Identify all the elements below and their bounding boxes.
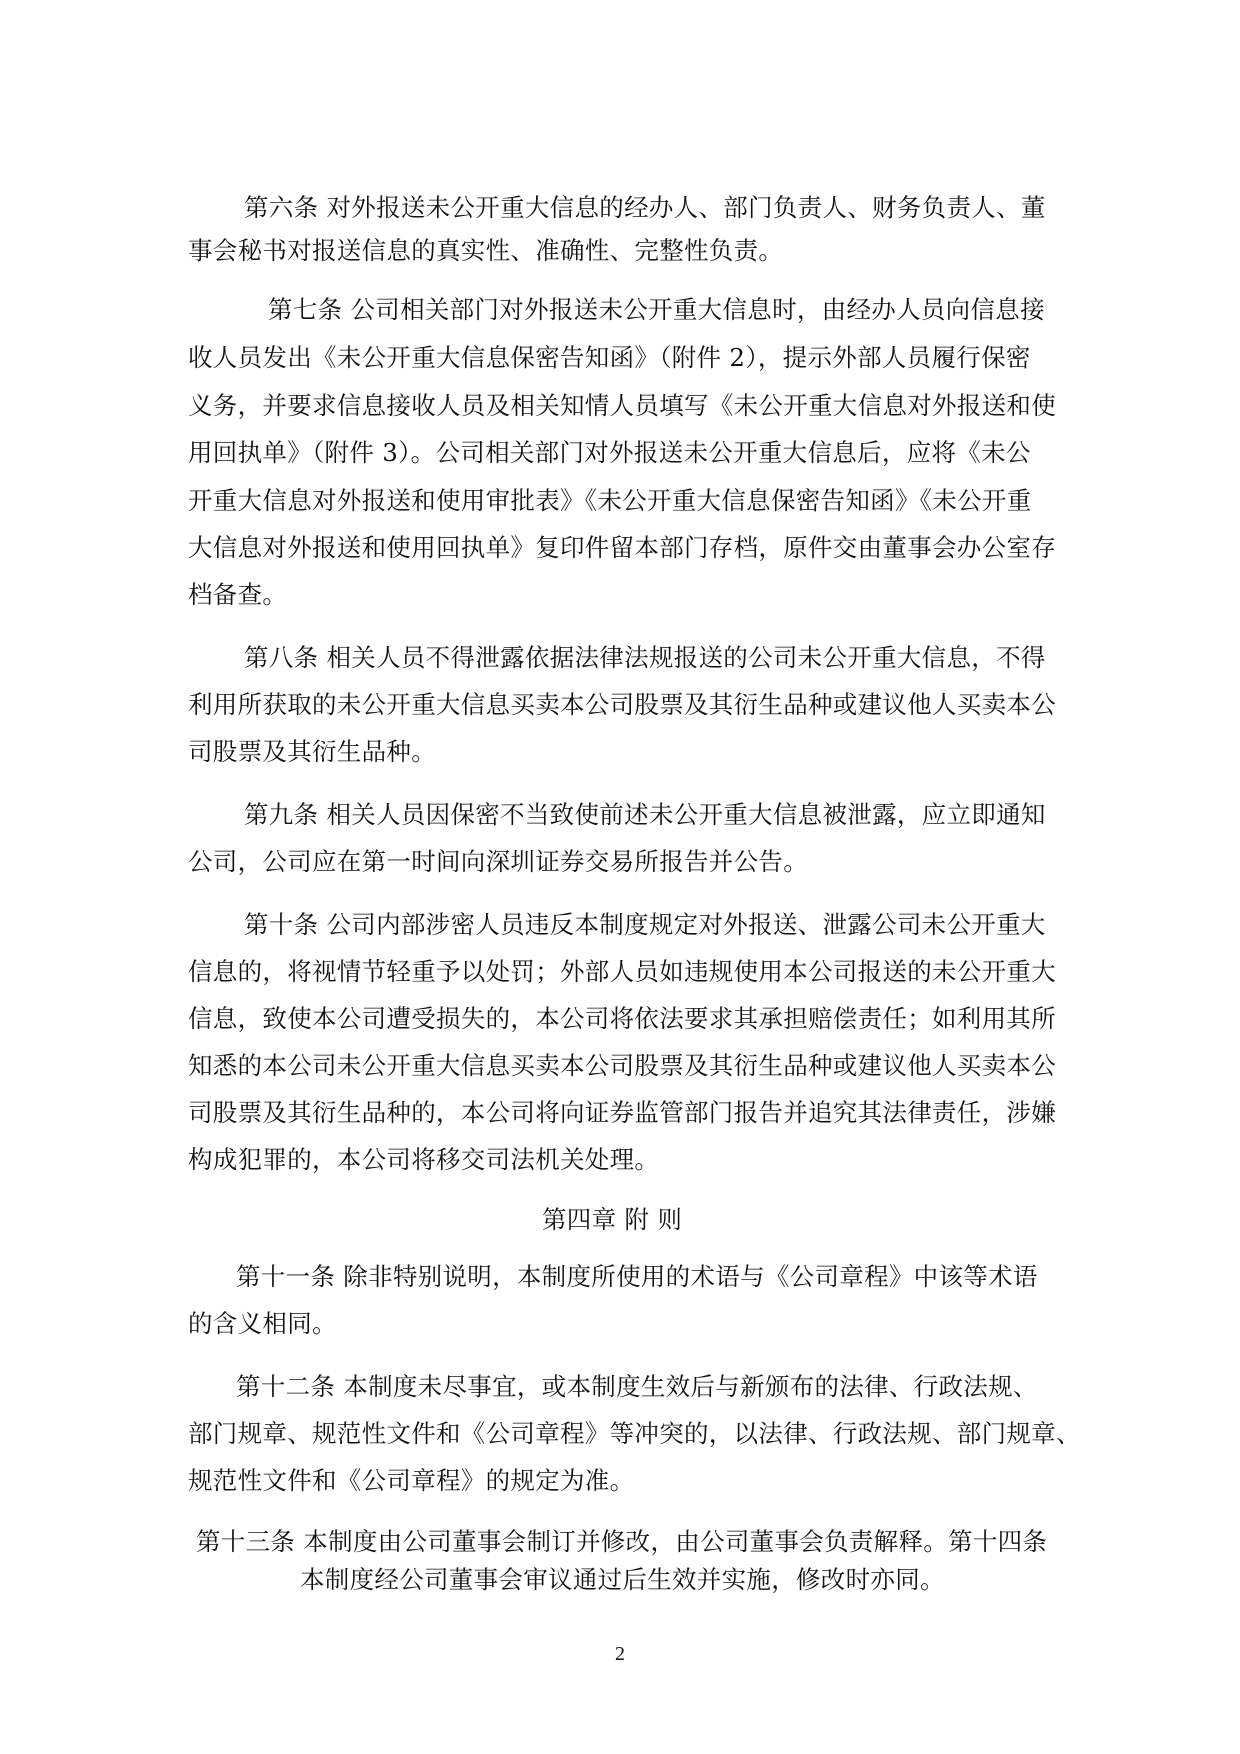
article-12-line-2: 部门规章、规范性文件和《公司章程》等冲突的，以法律、行政法规、部门规章、 <box>188 1419 1081 1448</box>
article-10-line-3: 信息，致使本公司遭受损失的，本公司将依法要求其承担赔偿责任；如利用其所 <box>188 1004 1056 1033</box>
article-7-line-5: 开重大信息对外报送和使用审批表》《未公开重大信息保密告知函》《未公开重 <box>188 486 1032 515</box>
page-number: 2 <box>615 1643 625 1665</box>
article-13-14-line-1: 第十三条 本制度由公司董事会制订并修改，由公司董事会负责解释。第十四条 <box>196 1527 1048 1556</box>
article-7-line-1: 第七条 公司相关部门对外报送未公开重大信息时，由经办人员向信息接 <box>268 295 1045 324</box>
article-7-line-2: 收人员发出《未公开重大信息保密告知函》（附件 2），提示外部人员履行保密 <box>188 343 1031 372</box>
article-10-line-1: 第十条 公司内部涉密人员违反本制度规定对外报送、泄露公司未公开重大 <box>244 910 1046 939</box>
article-7-line-4: 用回执单》（附件 3）。公司相关部门对外报送未公开重大信息后，应将《未公 <box>188 438 1031 467</box>
article-10-line-4: 知悉的本公司未公开重大信息买卖本公司股票及其衍生品种或建议他人买卖本公 <box>188 1051 1056 1080</box>
article-7-line-6: 大信息对外报送和使用回执单》复印件留本部门存档，原件交由董事会办公室存 <box>188 533 1056 562</box>
article-11-line-2: 的含义相同。 <box>188 1309 337 1338</box>
article-10-line-5: 司股票及其衍生品种的，本公司将向证券监管部门报告并追究其法律责任，涉嫌 <box>188 1098 1056 1127</box>
article-8-line-3: 司股票及其衍生品种。 <box>188 737 436 766</box>
article-10-line-2: 信息的，将视情节轻重予以处罚；外部人员如违规使用本公司报送的未公开重大 <box>188 957 1056 986</box>
article-13-14-line-2: 本制度经公司董事会审议通过后生效并实施，修改时亦同。 <box>300 1565 945 1594</box>
article-8-line-1: 第八条 相关人员不得泄露依据法律法规报送的公司未公开重大信息，不得 <box>244 643 1046 672</box>
chapter-4-heading: 第四章 附 则 <box>542 1205 683 1234</box>
article-7-line-3: 义务，并要求信息接收人员及相关知情人员填写《未公开重大信息对外报送和使 <box>188 391 1056 420</box>
article-11-line-1: 第十一条 除非特别说明，本制度所使用的术语与《公司章程》中该等术语 <box>236 1262 1038 1291</box>
article-7-line-7: 档备查。 <box>188 580 288 609</box>
article-12-line-1: 第十二条 本制度未尽事宜，或本制度生效后与新颁布的法律、行政法规、 <box>236 1372 1038 1401</box>
article-10-line-6: 构成犯罪的，本公司将移交司法机关处理。 <box>188 1145 660 1174</box>
article-6-line-1: 第六条 对外报送未公开重大信息的经办人、部门负责人、财务负责人、董 <box>244 193 1046 222</box>
article-9-line-2: 公司，公司应在第一时间向深圳证券交易所报告并公告。 <box>188 847 808 876</box>
article-12-line-3: 规范性文件和《公司章程》的规定为准。 <box>188 1466 635 1495</box>
article-9-line-1: 第九条 相关人员因保密不当致使前述未公开重大信息被泄露，应立即通知 <box>244 800 1046 829</box>
article-6-line-2: 事会秘书对报送信息的真实性、准确性、完整性负责。 <box>188 236 784 265</box>
article-8-line-2: 利用所获取的未公开重大信息买卖本公司股票及其衍生品种或建议他人买卖本公 <box>188 690 1056 719</box>
